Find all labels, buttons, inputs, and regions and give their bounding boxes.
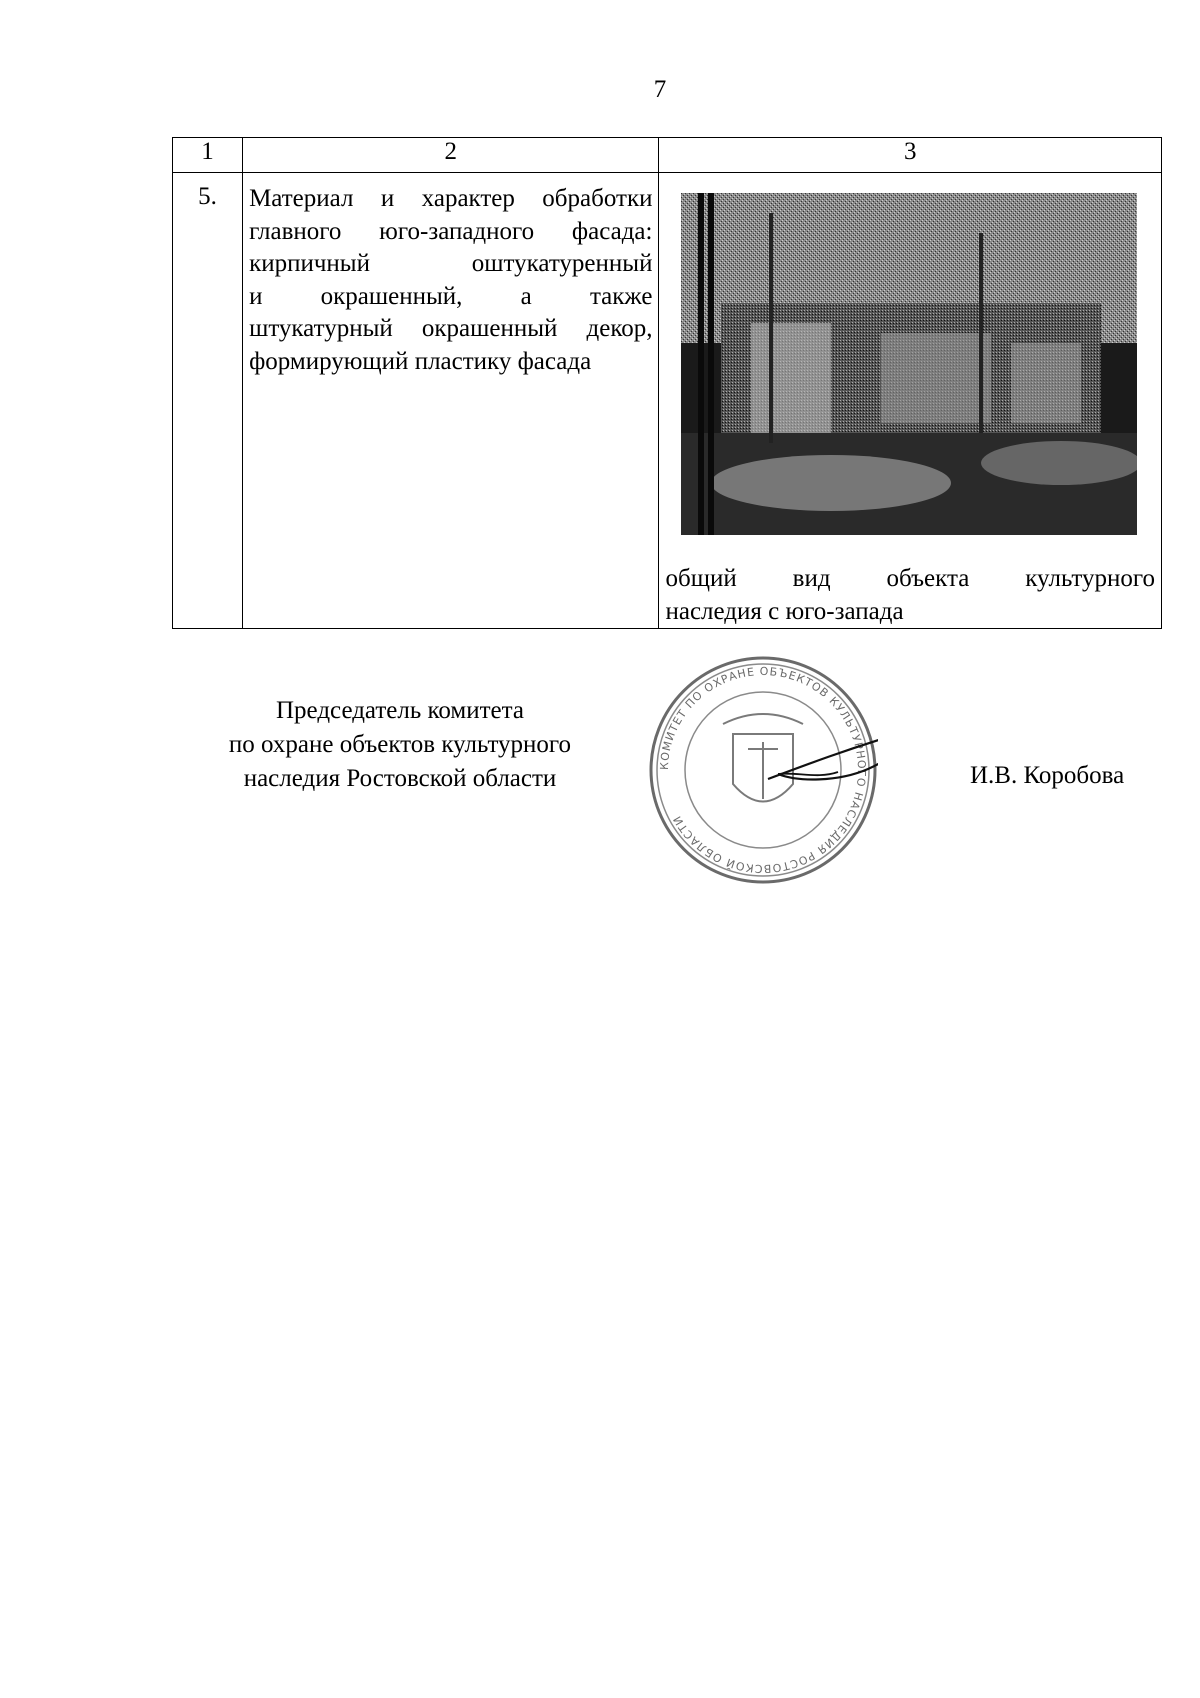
stamp-seal [648, 654, 878, 886]
description-line: и окрашенный, а также [249, 282, 653, 310]
caption-line: общий вид объекта культурного [665, 565, 1155, 592]
signatory-name: И.В. Коробова [970, 762, 1125, 789]
signatory-title-line: по охране объектов культурного [228, 730, 572, 758]
description-line: Материал и характер обработки [249, 185, 653, 212]
description-line: штукатурный окрашенный декор, [249, 315, 653, 342]
row-description [243, 173, 659, 629]
stamp-ring-text: КОМИТЕТ ПО ОХРАНЕ ОБЪЕКТОВ КУЛЬТУРНОГО НАСЛЕДИЯ РОСТОВСКОЙ ОБЛАСТИ [657, 664, 869, 876]
building-photo-image [681, 193, 1137, 535]
description-line: главного юго-западного фасада: [249, 217, 653, 245]
table-header-1: 1 [173, 138, 243, 173]
signatory-title [200, 694, 600, 795]
building-photo [681, 193, 1137, 535]
description-line: формирующий пластику фасада [249, 347, 592, 375]
description-line: кирпичный оштукатуренный [249, 250, 653, 277]
table-header-row [173, 138, 1162, 173]
signatory-title-line: наследия Ростовской области [243, 764, 557, 792]
official-stamp [648, 654, 878, 886]
table-row [173, 173, 1162, 629]
caption-line: наследия с юго-запада [665, 597, 904, 625]
row-number: 5. [173, 173, 243, 629]
table-header-3: 3 [659, 138, 1162, 173]
photo-caption [665, 563, 1155, 628]
row-photo-cell [659, 173, 1162, 629]
page-number: 7 [653, 76, 667, 103]
signatory-title-line: Председатель комитета [276, 697, 524, 724]
table-header-2: 2 [243, 138, 659, 173]
object-table [172, 137, 1162, 629]
